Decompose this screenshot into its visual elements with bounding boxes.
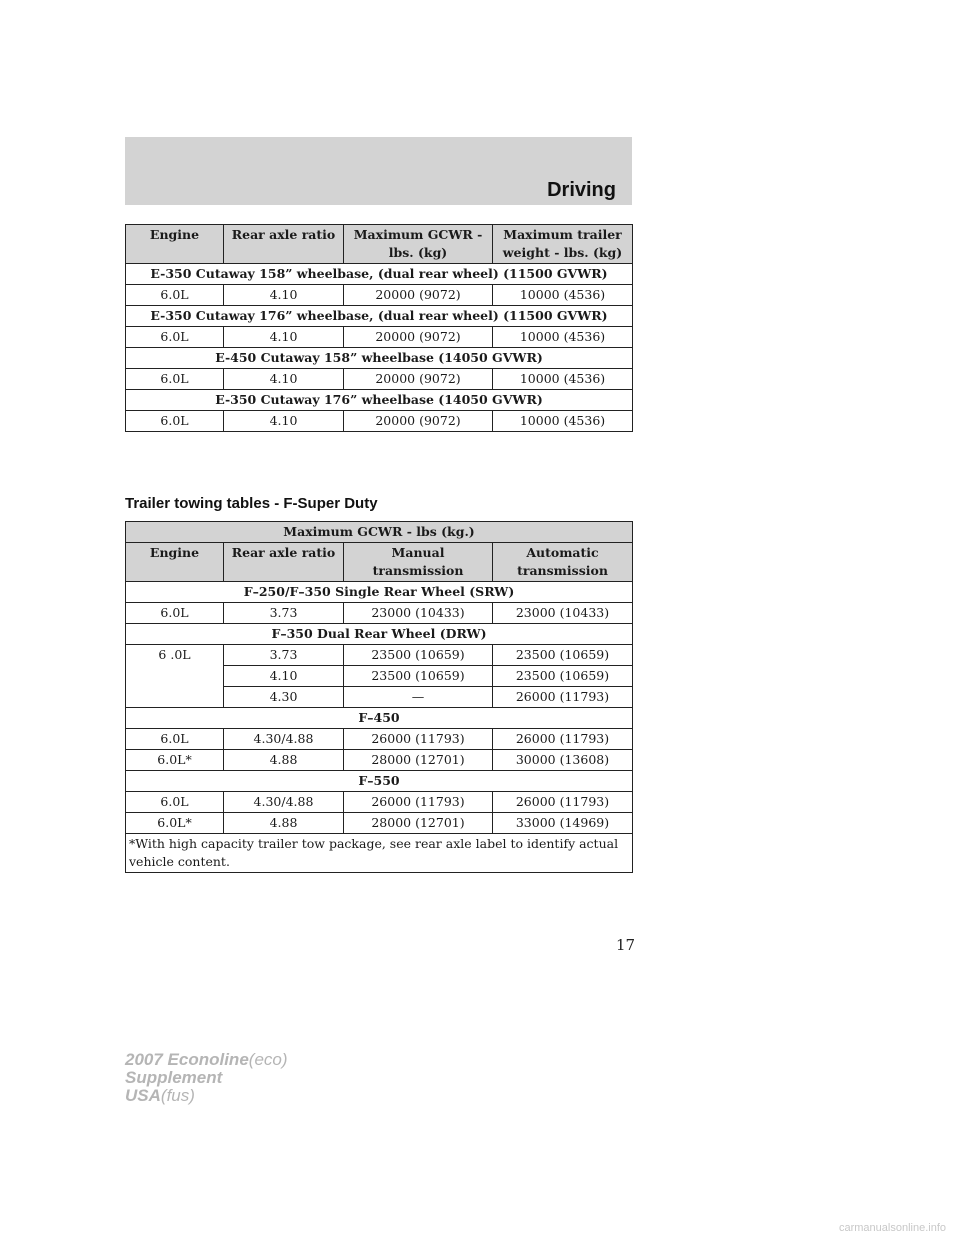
table-row [126, 603, 633, 624]
cell-axle-ratio: 4.10 [224, 369, 344, 390]
cell-automatic: 23000 (10433) [493, 603, 633, 624]
cell-axle-ratio: 4.30/4.88 [224, 729, 344, 750]
footer-market-code: (fus) [160, 1086, 195, 1105]
cell-automatic: 26000 (11793) [493, 687, 633, 708]
footer-line-3 [125, 1087, 288, 1105]
cell-engine: 6.0L [126, 369, 224, 390]
cell-axle-ratio: 4.30 [224, 687, 344, 708]
header-band [125, 137, 632, 205]
table-row [126, 813, 633, 834]
cell-axle-ratio: 4.10 [224, 666, 344, 687]
table-header-row [126, 225, 633, 264]
cell-axle-ratio: 4.88 [224, 813, 344, 834]
cell-manual: 23500 (10659) [344, 645, 493, 666]
cell-gcwr: 20000 (9072) [344, 327, 493, 348]
cell-manual: — [344, 687, 493, 708]
group-title: E-450 Cutaway 158” wheelbase (14050 GVWR) [126, 348, 633, 369]
cell-engine: 6.0L* [126, 750, 224, 771]
cell-manual: 28000 (12701) [344, 750, 493, 771]
cell-gcwr: 20000 (9072) [344, 285, 493, 306]
footer-line-2 [125, 1069, 288, 1087]
watermark-text: carmanualsonline.info [838, 1222, 946, 1234]
f-super-duty-towing-table [125, 521, 633, 873]
header-automatic-transmission: Automatic transmission [493, 543, 633, 582]
footer-edition [125, 1051, 288, 1105]
cell-axle-ratio: 3.73 [224, 645, 344, 666]
footer-supplement: Supplement [125, 1068, 223, 1087]
footer-model-code: (eco) [248, 1050, 288, 1069]
cell-manual: 28000 (12701) [344, 813, 493, 834]
cell-gcwr: 20000 (9072) [344, 369, 493, 390]
cell-engine: 6.0L* [126, 813, 224, 834]
section-header-title: Driving [547, 179, 616, 201]
table-row [126, 369, 633, 390]
cell-engine: 6.0L [126, 792, 224, 813]
cell-engine: 6.0L [126, 327, 224, 348]
cell-automatic: 23500 (10659) [493, 645, 633, 666]
cell-trailer-weight: 10000 (4536) [493, 369, 633, 390]
table-footnote: *With high capacity trailer tow package, see rear axle label to identify actual vehicle content. [126, 834, 633, 873]
table-row [126, 645, 633, 666]
cell-engine: 6.0L [126, 603, 224, 624]
cell-manual: 23000 (10433) [344, 603, 493, 624]
cell-manual: 26000 (11793) [344, 729, 493, 750]
cell-engine: 6.0L [126, 411, 224, 432]
e-series-towing-table [125, 224, 633, 432]
cell-automatic: 26000 (11793) [493, 729, 633, 750]
cell-trailer-weight: 10000 (4536) [493, 411, 633, 432]
cell-axle-ratio: 4.30/4.88 [224, 792, 344, 813]
footer-model: 2007 Econoline [125, 1050, 249, 1069]
group-title: E-350 Cutaway 176” wheelbase, (dual rear wheel) (11500 GVWR) [126, 306, 633, 327]
table-row [126, 285, 633, 306]
cell-trailer-weight: 10000 (4536) [493, 327, 633, 348]
cell-gcwr: 20000 (9072) [344, 411, 493, 432]
group-title: F–450 [126, 708, 633, 729]
cell-engine: 6.0L [126, 285, 224, 306]
table-row [126, 729, 633, 750]
cell-automatic: 26000 (11793) [493, 792, 633, 813]
cell-axle-ratio: 4.10 [224, 327, 344, 348]
cell-axle-ratio: 3.73 [224, 603, 344, 624]
cell-engine: 6 .0L [126, 645, 224, 708]
super-header-max-gcwr: Maximum GCWR - lbs (kg.) [126, 522, 633, 543]
cell-axle-ratio: 4.88 [224, 750, 344, 771]
section-title: Trailer towing tables - F-Super Duty [125, 495, 378, 512]
group-title: F–350 Dual Rear Wheel (DRW) [126, 624, 633, 645]
cell-axle-ratio: 4.10 [224, 411, 344, 432]
group-title: E-350 Cutaway 158” wheelbase, (dual rear wheel) (11500 GVWR) [126, 264, 633, 285]
table-header-row [126, 543, 633, 582]
cell-trailer-weight: 10000 (4536) [493, 285, 633, 306]
header-max-trailer-weight: Maximum trailer weight - lbs. (kg) [493, 225, 633, 264]
cell-automatic: 33000 (14969) [493, 813, 633, 834]
cell-manual: 26000 (11793) [344, 792, 493, 813]
header-manual-transmission: Manual transmission [344, 543, 493, 582]
header-rear-axle-ratio: Rear axle ratio [224, 225, 344, 264]
header-engine: Engine [126, 543, 224, 582]
table-row [126, 327, 633, 348]
page-number: 17 [616, 936, 636, 954]
footer-market: USA [125, 1086, 161, 1105]
table-row [126, 750, 633, 771]
header-engine: Engine [126, 225, 224, 264]
footer-line-1 [125, 1051, 288, 1069]
header-max-gcwr: Maximum GCWR - lbs. (kg) [344, 225, 493, 264]
cell-automatic: 23500 (10659) [493, 666, 633, 687]
group-title: E-350 Cutaway 176” wheelbase (14050 GVWR) [126, 390, 633, 411]
cell-axle-ratio: 4.10 [224, 285, 344, 306]
group-title: F–250/F–350 Single Rear Wheel (SRW) [126, 582, 633, 603]
table-row [126, 411, 633, 432]
cell-manual: 23500 (10659) [344, 666, 493, 687]
cell-automatic: 30000 (13608) [493, 750, 633, 771]
header-rear-axle-ratio: Rear axle ratio [224, 543, 344, 582]
table-row [126, 792, 633, 813]
group-title: F–550 [126, 771, 633, 792]
cell-engine: 6.0L [126, 729, 224, 750]
